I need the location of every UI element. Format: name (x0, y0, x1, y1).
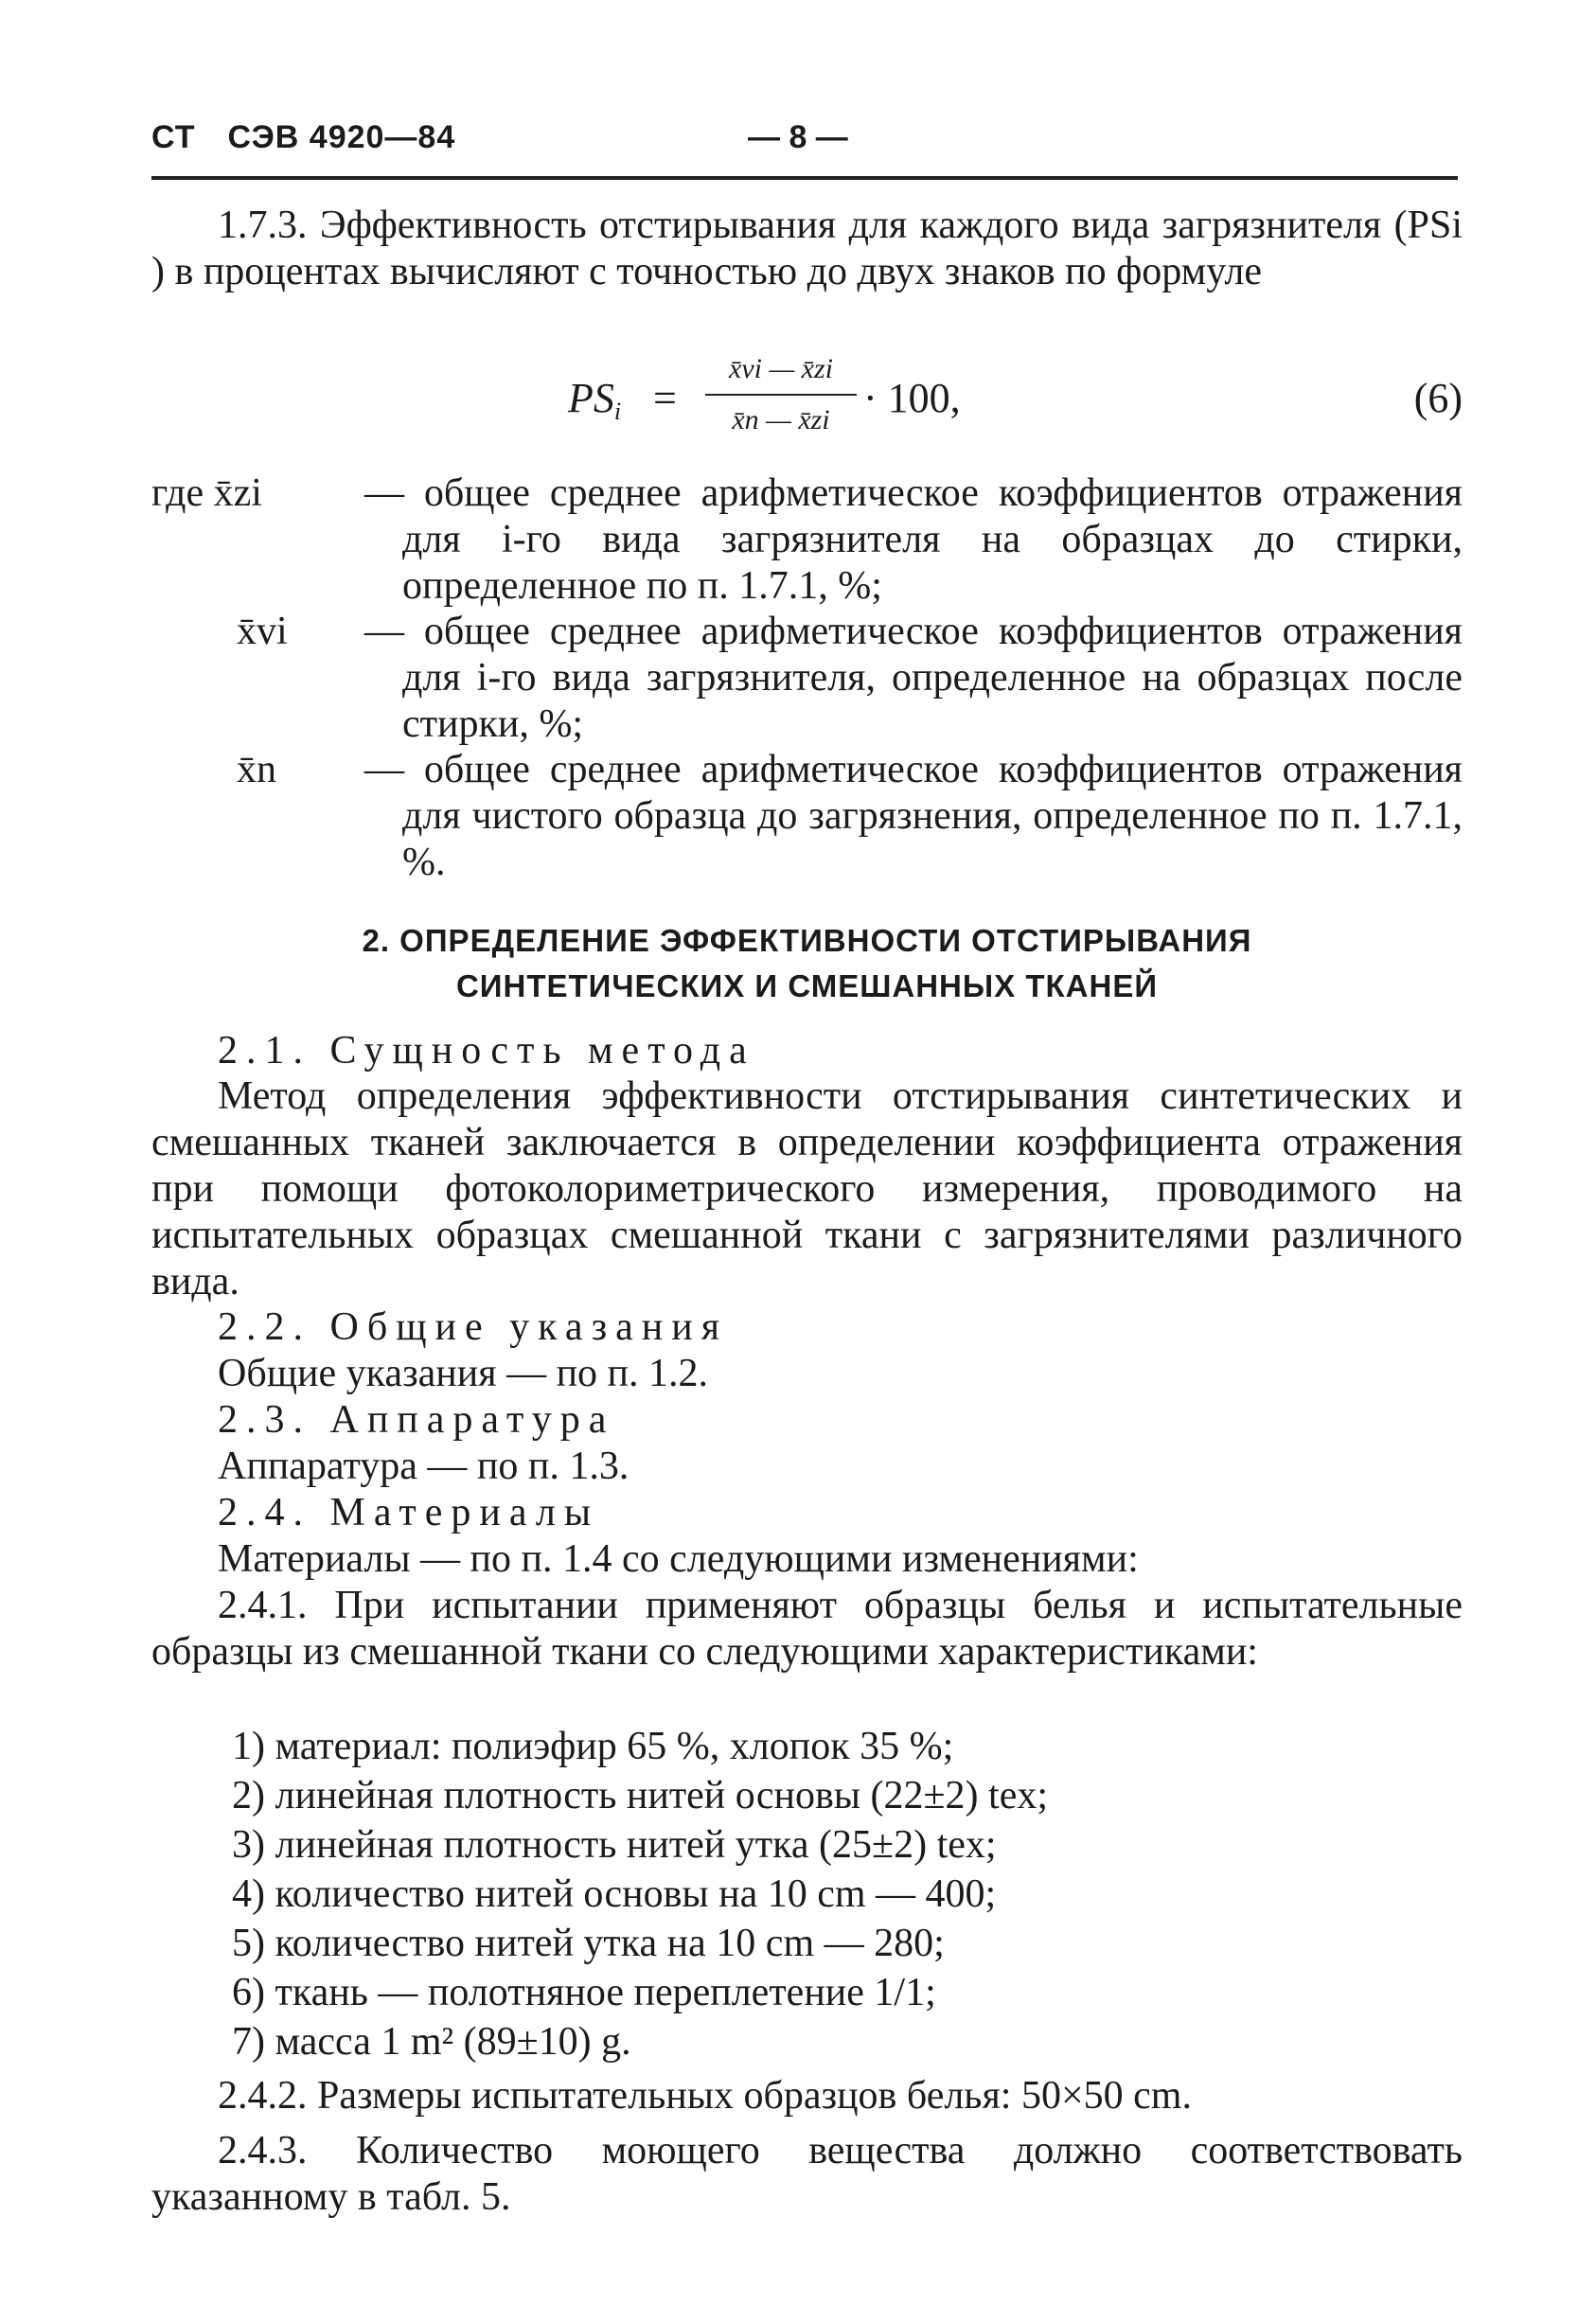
section-2-heading (151, 918, 1463, 1009)
formula-denominator: x̄n — x̄zi (732, 404, 830, 435)
formula-equals: = (653, 375, 677, 421)
subsection-2-1-title: 2.1. Сущность метода (218, 1029, 755, 1073)
definition-term: где x̄zi (151, 471, 262, 515)
page-number: — 8 — (748, 119, 848, 155)
formula-multiplier: · 100, (863, 375, 961, 421)
subsection-2-2-title: 2.2. Общие указания (218, 1305, 729, 1349)
subsection-2-4-text: Материалы — по п. 1.4 со следующими изменениями: (218, 1537, 1139, 1581)
definition-description: — общее среднее арифметическое коэффициентов отражения для i-го вида загрязнителя, определенное на образцах после стирки, %; (364, 610, 1463, 746)
standard-prefix: СТ (151, 119, 196, 155)
heading-line-1: 2. ОПРЕДЕЛЕНИЕ ЭФФЕКТИВНОСТИ ОТСТИРЫВАНИЯ (362, 923, 1252, 958)
definition-xvi (151, 609, 1463, 748)
header-rule (151, 176, 1458, 180)
definition-xn (151, 747, 1463, 886)
page-header (151, 110, 1458, 167)
standard-designation (151, 119, 455, 156)
subsection-2-2-text: Общие указания — по п. 1.2. (218, 1352, 709, 1395)
equation-number: (6) (1413, 375, 1463, 421)
list-item: 2) линейная плотность нитей основы (22±2) tex; (232, 1774, 1049, 1817)
list-item: 3) линейная плотность нитей утка (25±2) tex; (232, 1823, 997, 1867)
formula-6 (568, 350, 1463, 464)
heading-line-2: СИНТЕТИЧЕСКИХ И СМЕШАННЫХ ТКАНЕЙ (455, 968, 1159, 1003)
formula-lhs: $PS_i$ (568, 375, 622, 425)
formula-numerator: x̄vi — x̄zi (729, 353, 833, 384)
list-item: 5) количество нитей утка на 10 cm — 280; (232, 1922, 945, 1965)
definition-term: x̄vi (237, 610, 288, 653)
clause-2-4-1: 2.4.1. При испытании применяют образцы белья и испытательные образцы из смешанной ткани со следующими характеристиками: (151, 1584, 1463, 1674)
formula-fraction (705, 350, 857, 439)
list-item: 1) материал: полиэфир 65 %, хлопок 35 %; (232, 1725, 954, 1768)
subsection-2-4-title: 2.4. Материалы (218, 1491, 600, 1534)
definition-description: — общее среднее арифметическое коэффициентов отражения для i-го вида загрязнителя на образцах до стирки, определенное по п. 1.7.1, %; (364, 471, 1463, 608)
clause-2-4-3: 2.4.3. Количество моющего вещества должно соответствовать указанному в табл. 5. (151, 2129, 1463, 2219)
definition-description: — общее среднее арифметическое коэффициентов отражения для чистого образца до загрязнения, определенное по п. 1.7.1, %. (364, 748, 1463, 884)
paragraph-1-7-3: 1.7.3. Эффективность отстирывания для каждого вида загрязнителя (PSi ) в процентах вычисляют с точностью до двух знаков по формуле (151, 204, 1463, 293)
definition-xzi (151, 470, 1463, 610)
definition-term: x̄n (237, 748, 276, 791)
list-item: 7) масса 1 m² (89±10) g. (232, 2020, 631, 2064)
list-item: 4) количество нитей основы на 10 cm — 400; (232, 1872, 997, 1916)
list-item: 6) ткань — полотняное переплетение 1/1; (232, 1971, 936, 2014)
clause-2-4-2: 2.4.2. Размеры испытательных образцов белья: 50×50 cm. (218, 2074, 1192, 2118)
standard-code: СЭВ 4920—84 (227, 119, 456, 155)
subsection-2-3-text: Аппаратура — по п. 1.3. (218, 1445, 630, 1488)
subsection-2-3-title: 2.3. Аппаратура (218, 1398, 615, 1442)
subsection-2-1-text: Метод определения эффективности отстирывания синтетических и смешанных тканей заключается в определении коэффициента отражения при помощи фотоколориметрического измерения, проводимого на испытательных образцах смешанной ткани с загрязнителями различного вида. (151, 1074, 1463, 1303)
fraction-bar (705, 394, 857, 396)
